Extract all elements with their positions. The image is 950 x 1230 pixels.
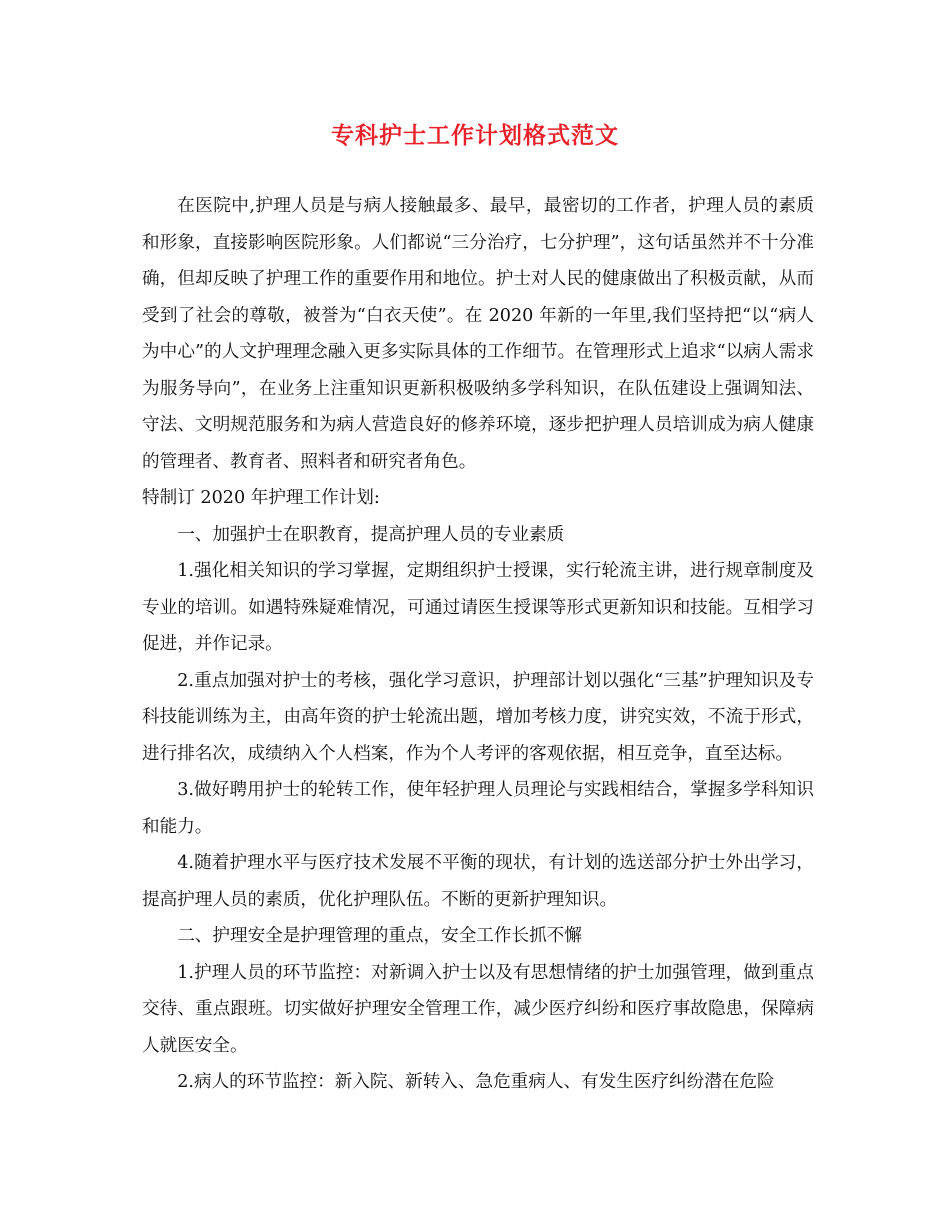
- intro-tail-line: 特制订 2020 年护理工作计划:: [142, 488, 380, 508]
- section-heading-2: 二、护理安全是护理管理的重点，安全工作长抓不懈: [177, 926, 582, 946]
- list-item: 1.护理人员的环节监控：对新调入护士以及有思想情绪的护士加强管理，做到重点交待、重点跟班。切实做好护理安全管理工作，减少医疗纠纷和医疗事故隐患，保障病人就医安全。: [142, 962, 814, 1056]
- document-title: 专科护士工作计划格式范文: [331, 122, 619, 149]
- document-body: [142, 188, 814, 1101]
- list-item: 3.做好聘用护士的轮转工作，使年轻护理人员理论与实践相结合，掌握多学科知识和能力。: [142, 780, 814, 837]
- list-item: 1.强化相关知识的学习掌握，定期组织护士授课，实行轮流主讲，进行规章制度及专业的培训。如遇特殊疑难情况，可通过请医生授课等形式更新知识和技能。互相学习促进，并作记录。: [142, 561, 814, 654]
- section-heading-1: 一、加强护士在职教育，提高护理人员的专业素质: [177, 524, 565, 545]
- list-item: 2.重点加强对护士的考核，强化学习意识，护理部计划以强化“三基”护理知识及专科技能训练为主，由高年资的护士轮流出题，增加考核力度，讲究实效，不流于形式，进行排名次，成绩纳入个人档案，作为个人考评的客观依据，相互竞争，直至达标。: [142, 670, 814, 764]
- list-item: 4.随着护理水平与医疗技术发展不平衡的现状，有计划的选送部分护士外出学习，提高护理人员的素质，优化护理队伍。不断的更新护理知识。: [142, 853, 814, 910]
- intro-paragraph: 在医院中,护理人员是与病人接触最多、最早，最密切的工作者，护理人员的素质和形象，直接影响医院形象。人们都说“三分治疗，七分护理”，这句话虽然并不十分准确，但却反映了护理工作的重要作用和地位。护士对人民的健康做出了积极贡献，从而受到了社会的尊敬，被誉为“白衣天使”。在 2020 年新的一年里,我们坚持把“以“病人为中心”的人文护理理念融入更多实际具体的工作细节。在管理形式上追求“以病人需求为服务导向”，在业务上注重知识更新积极吸纳多学科知识，在队伍建设上强调知法、守法、文明规范服务和为病人营造良好的修养环境，逐步把护理人员培训成为病人健康的管理者、教育者、照料者和研究者角色。: [142, 196, 814, 472]
- list-item: 2.病人的环节监控：新入院、新转入、急危重病人、有发生医疗纠纷潜在危险: [177, 1072, 775, 1092]
